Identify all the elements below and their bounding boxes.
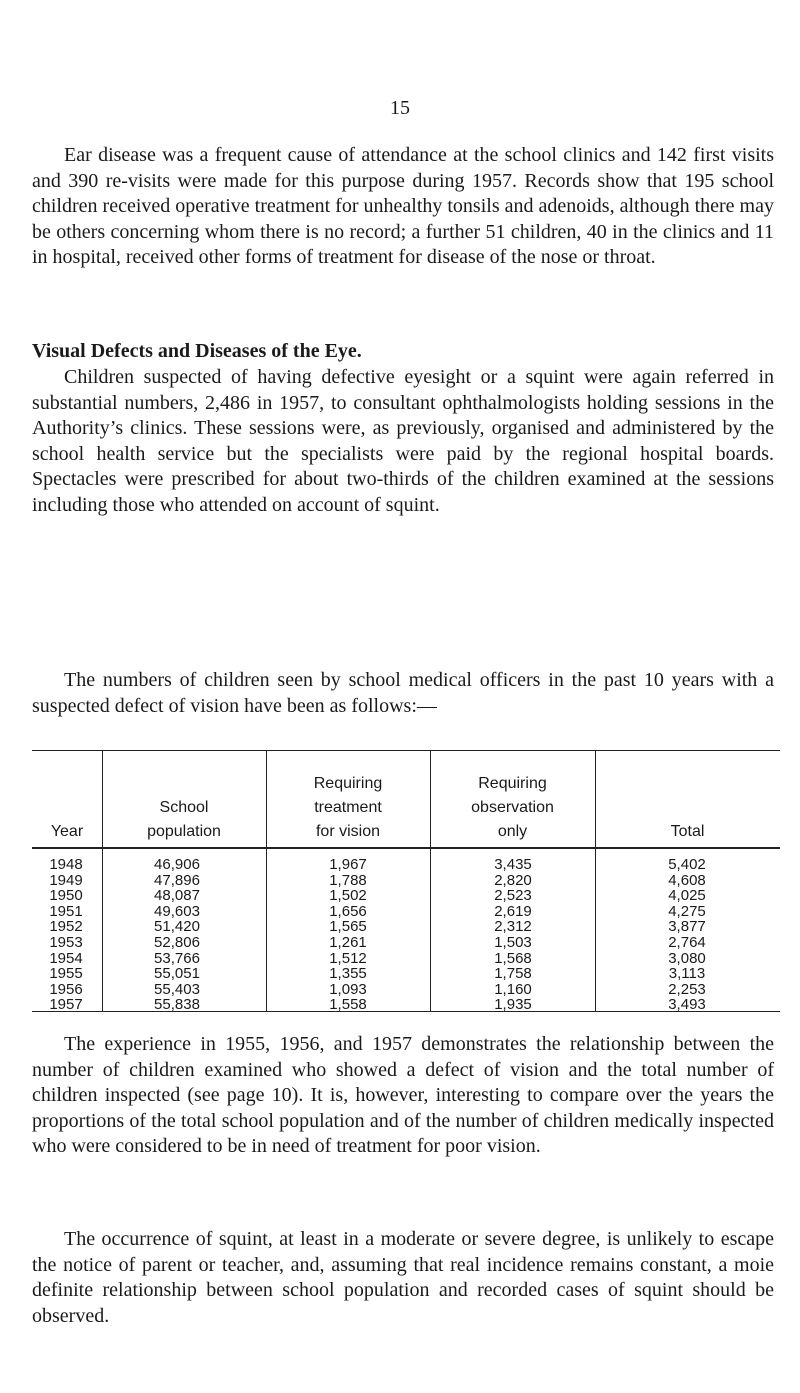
cell-requiring-observation: 1,568 bbox=[494, 949, 532, 967]
cell-requiring-treatment: 1,502 bbox=[329, 887, 367, 905]
header-line: only bbox=[497, 823, 528, 840]
header-school-population bbox=[102, 750, 266, 847]
cell-requiring-treatment: 1,656 bbox=[329, 902, 367, 920]
header-total bbox=[595, 750, 780, 847]
cell-school-population: 47,896 bbox=[154, 871, 200, 889]
table-row bbox=[32, 919, 780, 935]
cell-total: 3,080 bbox=[668, 949, 706, 967]
table-row bbox=[32, 997, 780, 1013]
table-body bbox=[32, 857, 780, 1013]
cell-requiring-treatment: 1,512 bbox=[329, 949, 367, 967]
cell-total: 3,113 bbox=[668, 965, 706, 983]
cell-school-population: 55,403 bbox=[154, 980, 200, 998]
cell-requiring-treatment: 1,558 bbox=[329, 996, 367, 1014]
cell-total: 3,493 bbox=[668, 996, 706, 1014]
table-row bbox=[32, 951, 780, 967]
table-row bbox=[32, 857, 780, 873]
experience-paragraph: The experience in 1955, 1956, and 1957 demonstrates the relationship between the number of children examined who showed a defect of vision and the total number of children inspected (see page 10). It is, however, interesting to compare over the years the proportions of the total school population and of the number of children medically inspected who were considered to be in need of treatment for poor vision. bbox=[32, 1033, 774, 1157]
cell-year: 1953 bbox=[49, 933, 83, 951]
cell-requiring-treatment: 1,261 bbox=[329, 933, 367, 951]
table-row bbox=[32, 904, 780, 920]
cell-school-population: 55,838 bbox=[154, 996, 200, 1014]
header-requiring-observation bbox=[430, 750, 595, 847]
cell-school-population: 46,906 bbox=[154, 856, 200, 873]
cell-total: 3,877 bbox=[668, 918, 706, 936]
cell-year: 1955 bbox=[49, 965, 83, 983]
cell-requiring-treatment: 1,967 bbox=[329, 856, 367, 873]
visual-defects-paragraph: Children suspected of having defective eyesight or a squint were again referred in substantial numbers, 2,486 in 1957, to consultant ophthalmologists holding sessions in the Authority’s clinics. These sessions were, as previously, organised and administered by the school health service but the specialists were paid by the regional hospital boards. Spectacles were prescribed for about two-thirds of the children examined at the sessions including those who attended on account of squint. bbox=[32, 366, 774, 516]
cell-year: 1951 bbox=[49, 902, 83, 920]
cell-requiring-observation: 1,503 bbox=[494, 933, 532, 951]
header-year bbox=[32, 750, 102, 847]
header-line: Total bbox=[670, 823, 705, 840]
section-heading-visual-defects: Visual Defects and Diseases of the Eye. bbox=[32, 340, 362, 362]
cell-school-population: 55,051 bbox=[154, 965, 200, 983]
cell-requiring-treatment: 1,093 bbox=[329, 980, 367, 998]
header-line: for vision bbox=[315, 823, 381, 840]
cell-school-population: 53,766 bbox=[154, 949, 200, 967]
cell-year: 1954 bbox=[49, 949, 83, 967]
cell-requiring-observation: 2,312 bbox=[494, 918, 532, 936]
header-line: Year bbox=[50, 823, 84, 840]
cell-requiring-observation: 2,523 bbox=[494, 887, 532, 905]
page-number: 15 bbox=[390, 97, 410, 119]
table-header-rule bbox=[32, 847, 780, 849]
cell-school-population: 49,603 bbox=[154, 902, 200, 920]
table-row bbox=[32, 935, 780, 951]
vision-defects-table bbox=[32, 750, 780, 1012]
cell-requiring-observation: 2,619 bbox=[494, 902, 532, 920]
header-line: treatment bbox=[314, 799, 382, 816]
cell-total: 5,402 bbox=[668, 856, 706, 873]
cell-year: 1952 bbox=[49, 918, 83, 936]
cell-year: 1957 bbox=[49, 996, 83, 1014]
cell-school-population: 48,087 bbox=[154, 887, 200, 905]
cell-total: 4,608 bbox=[668, 871, 706, 889]
cell-requiring-observation: 3,435 bbox=[494, 856, 532, 873]
cell-total: 4,275 bbox=[668, 902, 706, 920]
cell-requiring-observation: 1,160 bbox=[494, 980, 532, 998]
cell-requiring-treatment: 1,565 bbox=[329, 918, 367, 936]
cell-year: 1950 bbox=[49, 887, 83, 905]
cell-year: 1956 bbox=[49, 980, 83, 998]
header-line: Requiring bbox=[478, 775, 547, 792]
header-requiring-treatment bbox=[266, 750, 430, 847]
ear-disease-paragraph: Ear disease was a frequent cause of attendance at the school clinics and 142 first visits and 390 re-visits were made for this purpose during 1957. Records show that 195 school children received operative treatment for unhealthy tonsils and adenoids, although there may be others concerning whom there is no record; a further 51 children, 40 in the clinics and 11 in hospital, received other forms of treatment for disease of the nose or throat. bbox=[32, 144, 774, 268]
cell-total: 2,764 bbox=[668, 933, 706, 951]
numbers-intro-paragraph: The numbers of children seen by school medical officers in the past 10 years with a suspected defect of vision have been as follows:— bbox=[32, 669, 774, 717]
table-row bbox=[32, 982, 780, 998]
cell-requiring-observation: 1,935 bbox=[494, 996, 532, 1014]
table-row bbox=[32, 873, 780, 889]
cell-total: 2,253 bbox=[668, 980, 706, 998]
cell-year: 1949 bbox=[49, 871, 83, 889]
cell-school-population: 52,806 bbox=[154, 933, 200, 951]
cell-requiring-treatment: 1,355 bbox=[329, 965, 367, 983]
header-line: School bbox=[159, 799, 209, 816]
header-line: observation bbox=[471, 799, 554, 816]
cell-requiring-observation: 2,820 bbox=[494, 871, 532, 889]
cell-requiring-treatment: 1,788 bbox=[329, 871, 367, 889]
squint-paragraph: The occurrence of squint, at least in a moderate or severe degree, is unlikely to escape the notice of parent or teacher, and, assuming that real incidence remains constant, a moie definite relationship between school population and recorded cases of squint should be observed. bbox=[32, 1228, 774, 1327]
cell-requiring-observation: 1,758 bbox=[494, 965, 532, 983]
cell-school-population: 51,420 bbox=[154, 918, 200, 936]
table-row bbox=[32, 888, 780, 904]
cell-total: 4,025 bbox=[668, 887, 706, 905]
header-line: population bbox=[147, 823, 221, 840]
cell-year: 1948 bbox=[49, 856, 83, 873]
header-line: Requiring bbox=[313, 775, 383, 792]
table-row bbox=[32, 966, 780, 982]
